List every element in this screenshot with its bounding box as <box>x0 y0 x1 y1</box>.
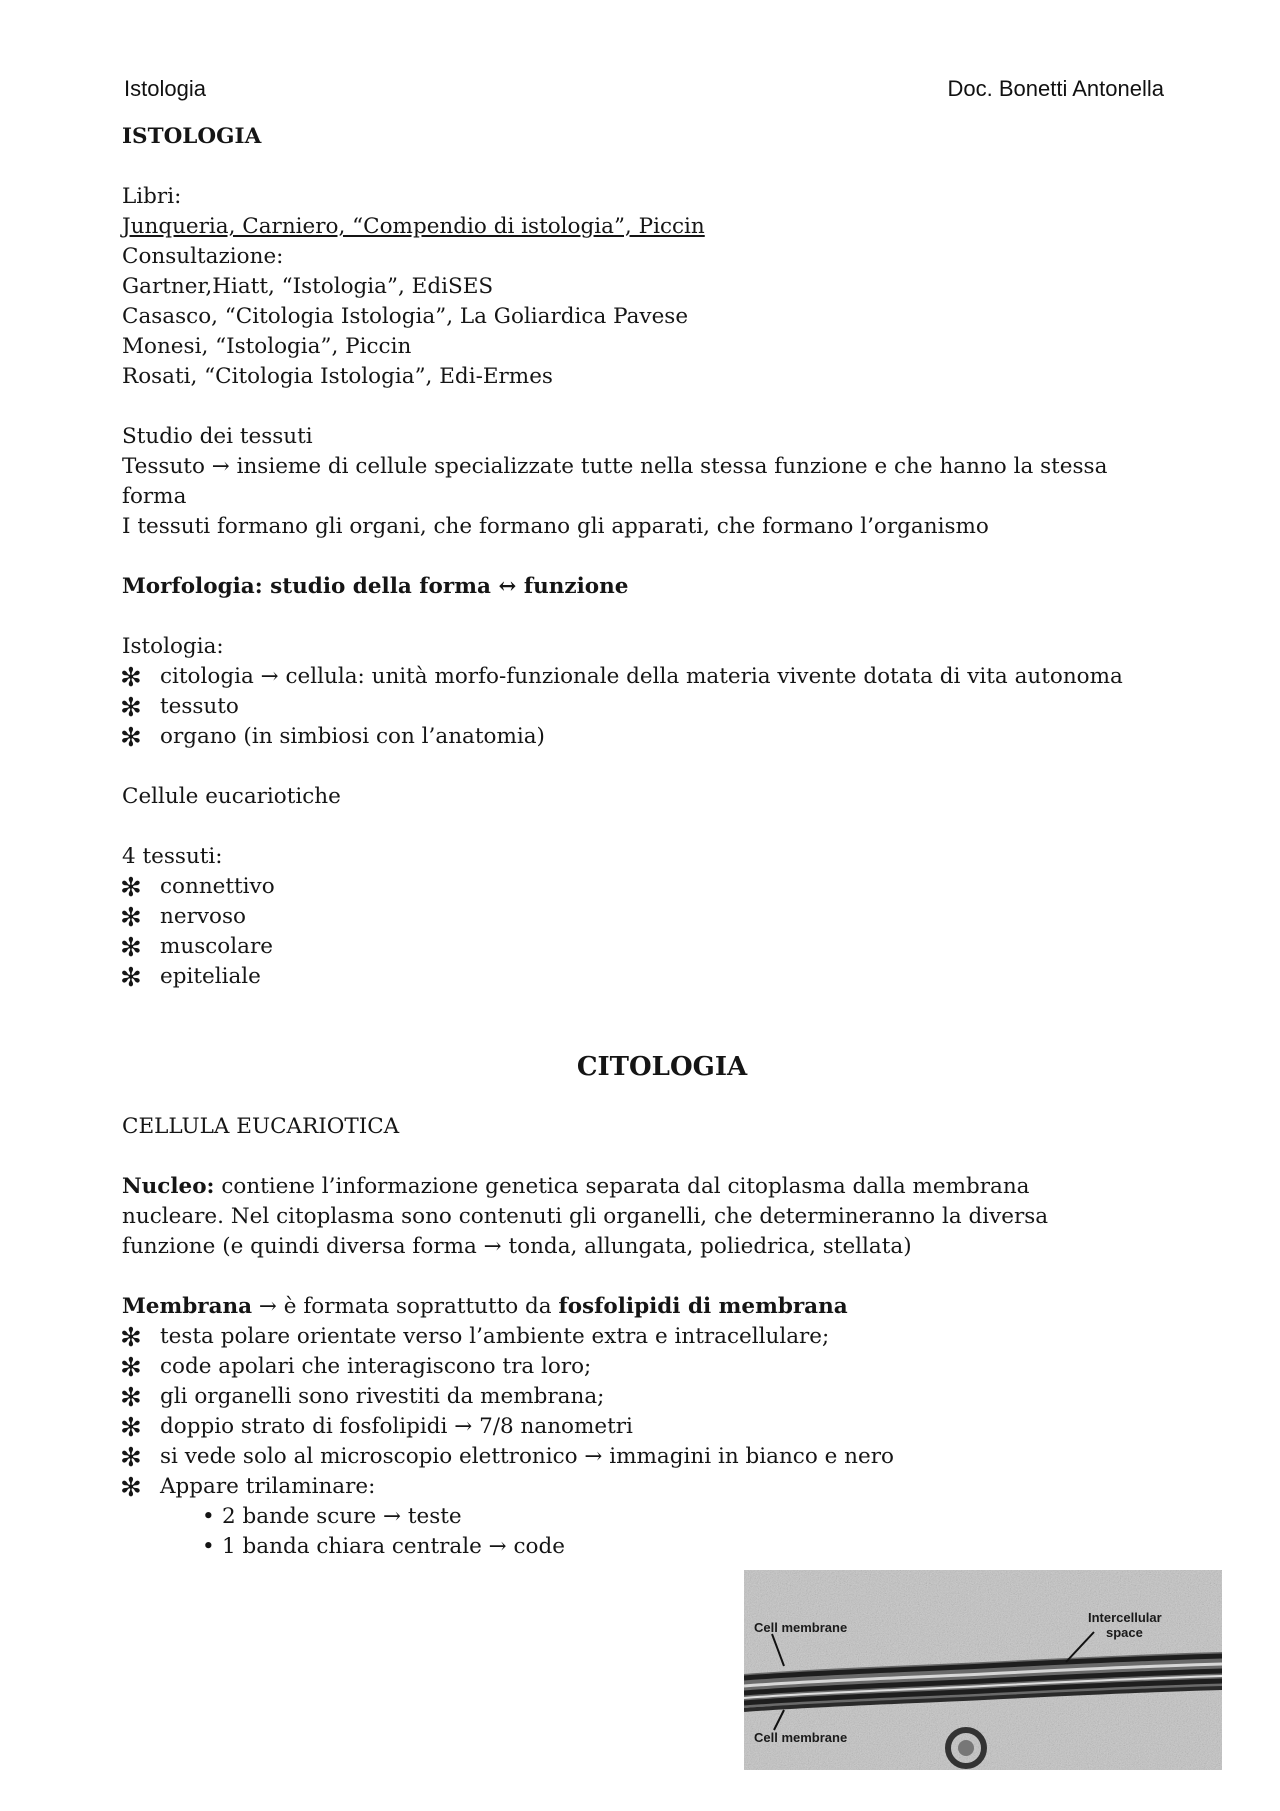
asterisk-bullet-icon: ✻ <box>120 963 142 993</box>
list-item: ✻ connettivo <box>120 873 275 903</box>
asterisk-bullet-icon: ✻ <box>120 1473 142 1503</box>
membrana-list <box>122 1322 1172 1502</box>
asterisk-bullet-icon: ✻ <box>120 1443 142 1473</box>
asterisk-bullet-icon: ✻ <box>120 1353 142 1383</box>
asterisk-bullet-icon: ✻ <box>120 723 142 753</box>
membrana-term: Membrana <box>122 1294 253 1319</box>
books-main: Junqueria, Carniero, “Compendio di istologia”, Piccin <box>122 214 705 239</box>
document-body <box>122 122 1172 1562</box>
intro-line: forma <box>122 484 187 509</box>
figure-label-top: Cell membrane <box>754 1620 848 1635</box>
list-item: • 2 bande scure → teste <box>202 1502 1172 1532</box>
istologia-list <box>122 662 1172 752</box>
consult-item: Rosati, “Citologia Istologia”, Edi-Ermes <box>122 364 553 389</box>
asterisk-bullet-icon: ✻ <box>120 933 142 963</box>
list-item: • 1 banda chiara centrale → code <box>202 1532 1172 1562</box>
cellule-line: Cellule eucariotiche <box>122 784 341 809</box>
asterisk-bullet-icon: ✻ <box>120 903 142 933</box>
membrane-micrograph <box>744 1570 1222 1770</box>
list-item: ✻ epiteliale <box>120 963 261 993</box>
asterisk-bullet-icon: ✻ <box>120 1323 142 1353</box>
intro-line: I tessuti formano gli organi, che formano gli apparati, che formano l’organismo <box>122 514 989 539</box>
consult-item: Monesi, “Istologia”, Piccin <box>122 334 412 359</box>
dot-bullet-icon: • <box>202 1504 215 1529</box>
consult-label: Consultazione: <box>122 244 284 269</box>
morfologia-heading: Morfologia: studio della forma ↔ funzione <box>122 574 629 599</box>
figure-label-right: Intercellular <box>1088 1610 1162 1625</box>
membrana-paragraph: Membrana → è formata soprattutto da fosfolipidi di membrana <box>122 1294 848 1319</box>
nucleo-term: Nucleo: <box>122 1174 215 1199</box>
dot-bullet-icon: • <box>202 1534 215 1559</box>
consult-item: Gartner,Hiatt, “Istologia”, EdiSES <box>122 274 494 299</box>
citologia-title: CITOLOGIA <box>576 1052 748 1082</box>
list-item: ✻ Appare trilaminare: <box>120 1473 376 1503</box>
list-item: ✻ doppio strato di fosfolipidi → 7/8 nanometri <box>120 1413 633 1443</box>
asterisk-bullet-icon: ✻ <box>120 693 142 723</box>
asterisk-bullet-icon: ✻ <box>120 873 142 903</box>
figure-label-right: space <box>1106 1625 1143 1640</box>
intro-line: Tessuto → insieme di cellule specializzate tutte nella stessa funzione e che hanno la stessa <box>122 454 1108 479</box>
list-item: ✻ gli organelli sono rivestiti da membrana; <box>120 1383 605 1413</box>
list-item: ✻ citologia → cellula: unità morfo-funzionale della materia vivente dotata di vita autonoma <box>120 663 1123 693</box>
tessuti-list <box>122 872 1172 992</box>
list-item: ✻ tessuto <box>120 693 239 723</box>
tessuti-label: 4 tessuti: <box>122 844 223 869</box>
intro-line: Studio dei tessuti <box>122 424 313 449</box>
cellula-eucariotica-heading: CELLULA EUCARIOTICA <box>122 1114 400 1139</box>
list-item: ✻ muscolare <box>120 933 273 963</box>
books-label: Libri: <box>122 184 182 209</box>
trilaminare-sublist <box>122 1502 1172 1562</box>
header-right: Doc. Bonetti Antonella <box>947 76 1164 101</box>
list-item: ✻ code apolari che interagiscono tra loro; <box>120 1353 592 1383</box>
doc-title: ISTOLOGIA <box>122 124 262 149</box>
asterisk-bullet-icon: ✻ <box>120 663 142 693</box>
asterisk-bullet-icon: ✻ <box>120 1383 142 1413</box>
figure-label-bottom: Cell membrane <box>754 1730 848 1745</box>
istologia-label: Istologia: <box>122 634 224 659</box>
consult-item: Casasco, “Citologia Istologia”, La Goliardica Pavese <box>122 304 689 329</box>
list-item: ✻ si vede solo al microscopio elettronico → immagini in bianco e nero <box>120 1443 894 1473</box>
nucleo-paragraph: Nucleo: contiene l’informazione genetica separata dal citoplasma dalla membrana nucleare. Nel citoplasma sono contenuti gli organelli, che determineranno la diversa funzione (e quindi diversa forma → tonda, allungata, poliedrica, stellata) <box>122 1174 1055 1259</box>
header-left: Istologia <box>124 76 206 101</box>
list-item: ✻ organo (in simbiosi con l’anatomia) <box>120 723 545 753</box>
list-item: ✻ nervoso <box>120 903 246 933</box>
asterisk-bullet-icon: ✻ <box>120 1413 142 1443</box>
list-item: ✻ testa polare orientate verso l’ambiente extra e intracellulare; <box>120 1323 830 1353</box>
